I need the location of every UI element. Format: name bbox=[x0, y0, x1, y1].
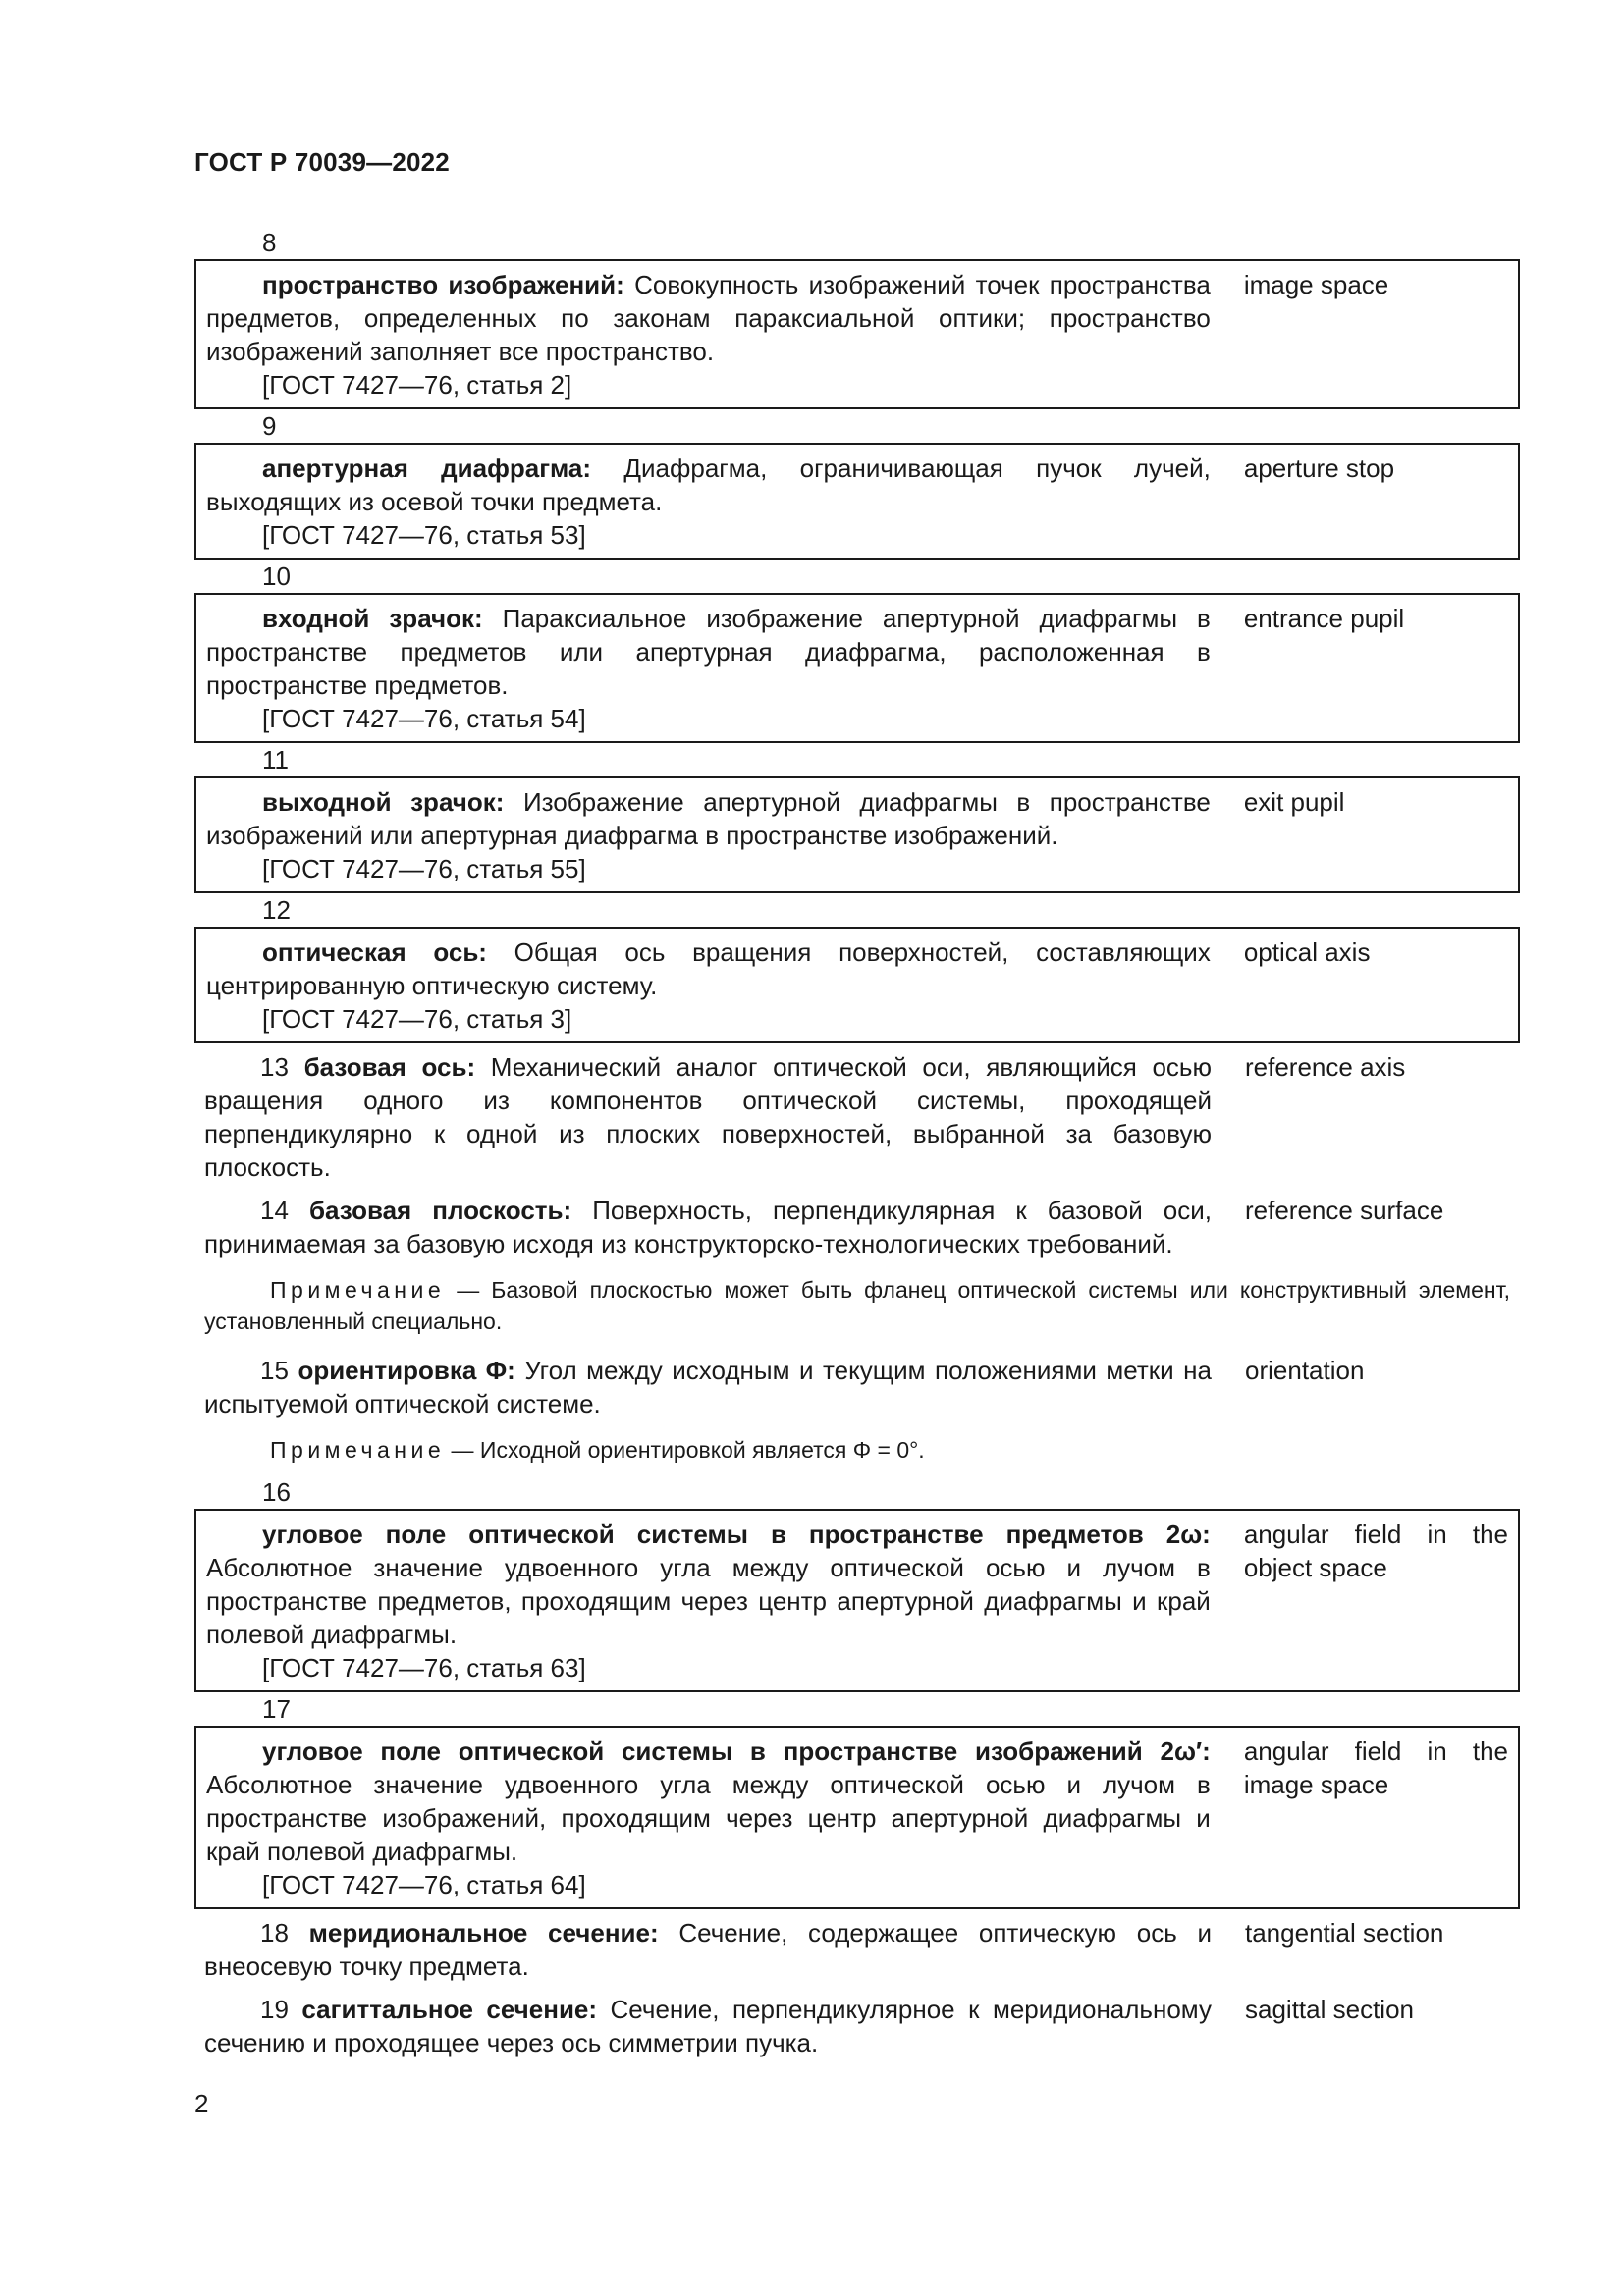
term-source: [ГОСТ 7427—76, статья 2] bbox=[262, 370, 572, 400]
term-definition: Сечение, перпендикулярное к меридиональному сечению и проходящее через ось симметрии пучка. bbox=[204, 1995, 1212, 2057]
term-entry-box bbox=[194, 259, 1520, 409]
note-text: — Исходной ориентировкой является Φ = 0°. bbox=[445, 1437, 925, 1463]
term-definition: Сечение, содержащее оптическую ось и внеосевую точку предмета. bbox=[204, 1918, 1212, 1981]
term-definition-block bbox=[206, 785, 1211, 885]
term-definition: Совокупность изображений точек пространства предметов, определенных по законам параксиальной оптики; пространство изображений заполняет все пространство. bbox=[206, 270, 1211, 366]
term-definition-block bbox=[204, 1050, 1212, 1184]
term-english: aperture stop bbox=[1243, 454, 1395, 483]
term-definition-block bbox=[204, 1194, 1212, 1260]
term-english: tangential section bbox=[1245, 1918, 1444, 1948]
term-name: угловое поле оптической системы в пространстве предметов 2ω: bbox=[262, 1520, 1211, 1549]
term-name: входной зрачок: bbox=[262, 604, 483, 633]
term-english: angular field in the image space bbox=[1243, 1736, 1508, 1799]
term-definition-block bbox=[206, 268, 1211, 401]
term-source: [ГОСТ 7427—76, статья 55] bbox=[262, 854, 586, 883]
term-definition: Механический аналог оптической оси, являющийся осью вращения одного из компонентов оптической системы, проходящей перпендикулярно к одной из плоских поверхностей, выбранной за базовую плоскость. bbox=[204, 1052, 1212, 1182]
term-entry bbox=[194, 1190, 1520, 1266]
term-definition-block bbox=[206, 1518, 1211, 1684]
term-name: угловое поле оптической системы в пространстве изображений 2ω′: bbox=[262, 1736, 1211, 1766]
term-entry-box bbox=[194, 1509, 1520, 1692]
term-english: entrance pupil bbox=[1243, 604, 1405, 633]
term-definition: Абсолютное значение удвоенного угла между оптической осью и лучом в пространстве изображений, проходящим через центр апертурной диафрагмы и край полевой диафрагмы. bbox=[206, 1770, 1211, 1866]
term-source: [ГОСТ 7427—76, статья 63] bbox=[262, 1653, 586, 1682]
term-source: [ГОСТ 7427—76, статья 53] bbox=[262, 520, 586, 550]
term-name: сагиттальное сечение: bbox=[301, 1995, 598, 2024]
term-number: 16 bbox=[262, 1477, 291, 1507]
term-number: 9 bbox=[262, 411, 277, 441]
term-english: angular field in the object space bbox=[1243, 1520, 1508, 1582]
term-name: оптическая ось: bbox=[262, 937, 487, 967]
term-number: 14 bbox=[260, 1196, 289, 1225]
term-entry-box bbox=[194, 927, 1520, 1043]
term-name: меридиональное сечение: bbox=[308, 1918, 659, 1948]
term-name: базовая плоскость: bbox=[308, 1196, 572, 1225]
term-definition: Изображение апертурной диафрагмы в пространстве изображений или апертурная диафрагма в пространстве изображений. bbox=[206, 787, 1211, 850]
term-number: 17 bbox=[262, 1694, 291, 1724]
term-number: 11 bbox=[262, 745, 289, 774]
term-english: reference surface bbox=[1245, 1196, 1444, 1225]
note-text: — Базовой плоскостью может быть фланец оптической системы или конструктивный элемент, установленный специально. bbox=[204, 1277, 1510, 1334]
term-definition-block bbox=[204, 1993, 1212, 2059]
term-entry bbox=[194, 1347, 1520, 1426]
term-note bbox=[194, 1266, 1520, 1347]
term-source: [ГОСТ 7427—76, статья 3] bbox=[262, 1004, 572, 1034]
term-definition: Общая ось вращения поверхностей, составляющих центрированную оптическую систему. bbox=[206, 937, 1211, 1000]
term-english: optical axis bbox=[1243, 937, 1371, 967]
term-definition-block bbox=[206, 602, 1211, 735]
term-name: выходной зрачок: bbox=[262, 787, 505, 817]
term-definition-block bbox=[204, 1354, 1212, 1420]
term-name: апертурная диафрагма: bbox=[262, 454, 592, 483]
note-label: Примечание bbox=[270, 1277, 446, 1303]
term-definition: Диафрагма, ограничивающая пучок лучей, выходящих из осевой точки предмета. bbox=[206, 454, 1211, 516]
term-definition-block bbox=[204, 1916, 1212, 1983]
term-definition: Поверхность, перпендикулярная к базовой оси, принимаемая за базовую исходя из конструкторско-технологических требований. bbox=[204, 1196, 1212, 1258]
term-number: 8 bbox=[262, 228, 277, 257]
term-definition: Угол между исходным и текущим положениями метки на испытуемой оптической системе. bbox=[204, 1356, 1212, 1418]
term-name: базовая ось: bbox=[303, 1052, 476, 1082]
term-number: 10 bbox=[262, 561, 291, 591]
term-name: ориентировка Φ: bbox=[298, 1356, 515, 1385]
term-entry-box bbox=[194, 776, 1520, 893]
term-number: 18 bbox=[260, 1918, 289, 1948]
term-english: image space bbox=[1243, 270, 1389, 299]
term-definition-block bbox=[206, 452, 1211, 552]
term-english: orientation bbox=[1245, 1356, 1365, 1385]
term-source: [ГОСТ 7427—76, статья 64] bbox=[262, 1870, 586, 1899]
term-number: 15 bbox=[260, 1356, 289, 1385]
term-definition: Параксиальное изображение апертурной диафрагмы в пространстве предметов или апертурная диафрагма, расположенная в пространстве предметов. bbox=[206, 604, 1211, 700]
term-entry bbox=[194, 1043, 1520, 1190]
note-label: Примечание bbox=[270, 1437, 446, 1463]
document-header: ГОСТ Р 70039—2022 bbox=[194, 147, 450, 177]
term-definition: Абсолютное значение удвоенного угла между оптической осью и лучом в пространстве предметов, проходящим через центр апертурной диафрагмы и край полевой диафрагмы. bbox=[206, 1553, 1211, 1649]
term-entry-box bbox=[194, 593, 1520, 743]
term-english: sagittal section bbox=[1245, 1995, 1414, 2024]
term-name: пространство изображений: bbox=[262, 270, 624, 299]
term-entry-box bbox=[194, 443, 1520, 560]
term-number: 12 bbox=[262, 895, 291, 925]
term-english: reference axis bbox=[1245, 1052, 1406, 1082]
term-note bbox=[194, 1426, 1520, 1475]
term-definition-block bbox=[206, 1735, 1211, 1901]
terms-list bbox=[194, 226, 1520, 2065]
term-entry bbox=[194, 1909, 1520, 1989]
term-entry bbox=[194, 1989, 1520, 2065]
page-number: 2 bbox=[194, 2089, 209, 2118]
term-number: 19 bbox=[260, 1995, 289, 2024]
term-source: [ГОСТ 7427—76, статья 54] bbox=[262, 704, 586, 733]
term-english: exit pupil bbox=[1243, 787, 1345, 817]
term-entry-box bbox=[194, 1726, 1520, 1909]
term-number: 13 bbox=[260, 1052, 289, 1082]
term-definition-block bbox=[206, 935, 1211, 1036]
